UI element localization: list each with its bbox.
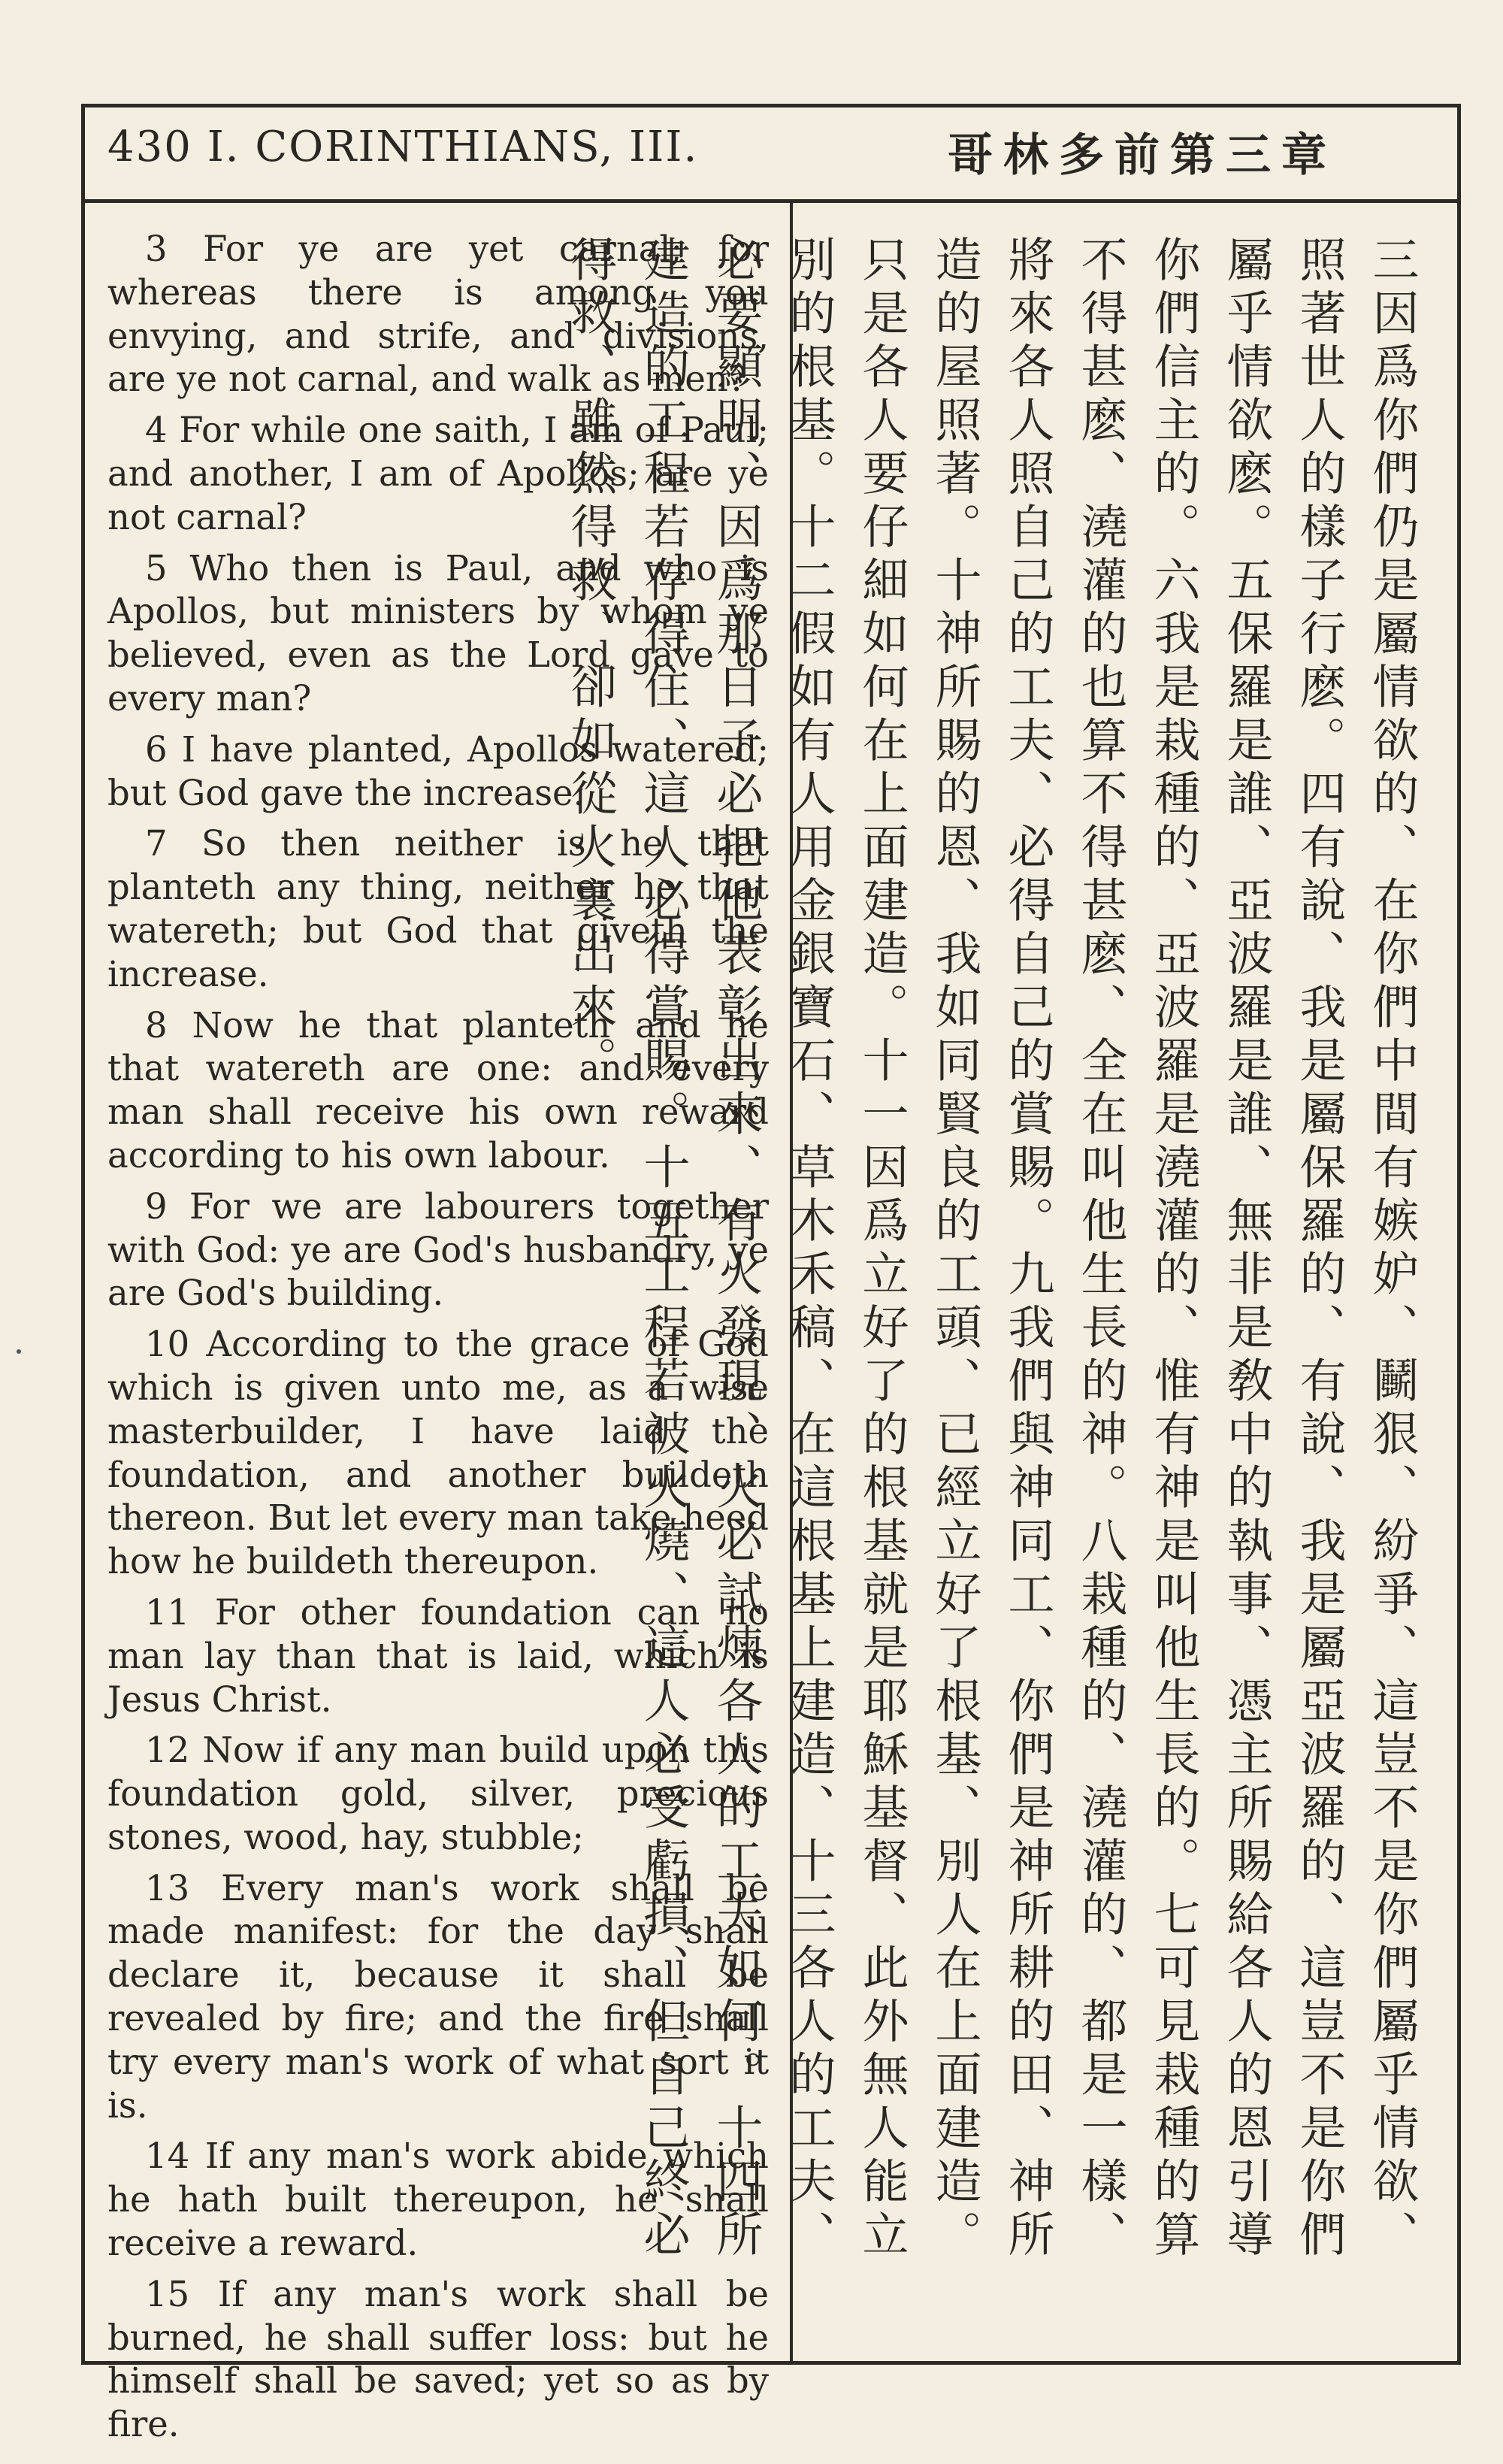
chinese-column: 三因爲你們仍是屬情欲的、在你們中間有嫉妒、鬭狠、紛爭、這豈不是你們屬乎情欲、照著世人的樣子行麽。四有說、我是屬保羅的、有說、我是屬亞波羅的、這豈不是你們屬乎情欲麽。五保羅是誰、亞波羅是誰、無非是敎中的執事、憑主所賜給各人的恩引導你們信主的。六我是栽種的、亞波羅是澆灌的、惟有神是叫他生長的。七可見栽種的算不得甚麽、澆灌的也算不得甚麽、全在叫他生長的神。八栽種的、澆灌的、都是一樣、將來各人照自己的工夫、必得自己的賞賜。九我們與神同工、你們是神所耕的田、神所造的屋照著。十神所賜的恩、我如同賢良的工頭、已經立好了根基、別人在上面建造。只是各人要仔細如何在上面建造。十一因爲立好了的根基就是耶穌基督、此外無人能立別的根基。十二假如有人用金銀寶石、草木禾稿、在這根基上建造、十三各人的工夫、必要顯明、因爲那日子必把他表彰出來、有火發現、火必試煉各人的工夫如何。十四所建造的工程若存得住、這人必得賞賜。十五工程若被火燒、這人必受虧損、但自己終必得救、雖然得救、卻如從火裏出來。 <box>563 235 1420 2263</box>
verse-7: 7 So then neither is he that planteth any thing, neither he that watereth; but God that giveth the increase. <box>107 823 769 994</box>
page-frame <box>81 104 1461 2445</box>
verse-14: 14 If any man's work abide which he hath built thereupon, he shall receive a reward. <box>107 2136 769 2264</box>
verse-4: 4 For while one saith, I am of Paul; and another, I am of Apollos; are ye not carnal? <box>107 410 769 537</box>
verse-8: 8 Now he that planteth and he that watereth are one: and every man shall receive his own reward according to his own labour. <box>107 1004 769 1176</box>
verse-15: 15 If any man's work shall be burned, he shall suffer loss: but he himself shall be saved; yet so as by fire. <box>107 2273 769 2445</box>
verse-10: 10 According to the grace of God which is given unto me, as a wise masterbuilder, I have laid the foundation, and another buildeth thereon. But let every man take heed how he buildeth thereupon. <box>107 1324 769 1582</box>
verse-12: 12 Now if any man build upon this foundation gold, silver, precious stones, wood, hay, stubble; <box>107 1730 769 1857</box>
header-english: 430 I. CORINTHIANS, III. <box>107 123 699 171</box>
verse-9: 9 For we are labourers together with God: ye are God's husbandry, ye are God's building. <box>107 1185 769 1314</box>
verse-13: 13 Every man's work shall be made manifest: for the day shall declare it, because it shall be revealed by fire; and the fire shall try every man's work of what sort it is. <box>107 1867 769 2126</box>
header-chinese: 哥林多前第三章 <box>948 129 1337 182</box>
verse-3: 3 For ye are yet carnal; for whereas there is among you envying, and strife, and divisions, are ye not carnal, and walk as men? <box>107 229 769 400</box>
verse-11: 11 For other foundation can no man lay than that is laid, which is Jesus Christ. <box>107 1591 769 1720</box>
verse-6: 6 I have planted, Apollos watered; but God gave the increase. <box>107 728 769 813</box>
running-header <box>85 107 1457 203</box>
scan-speck <box>17 1349 21 1354</box>
verse-5: 5 Who then is Paul, and who is Apollos, but ministers by whom ye believed, even as the Lord gave to every man? <box>107 547 769 719</box>
